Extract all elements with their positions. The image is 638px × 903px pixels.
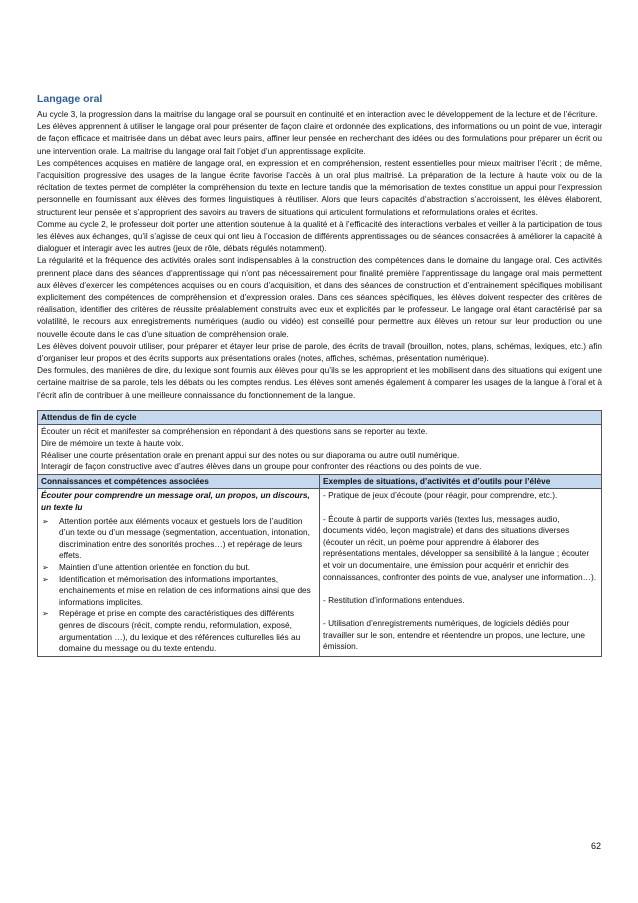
competences-table (37, 410, 602, 657)
document-page (37, 92, 602, 657)
paragraph: Comme au cycle 2, le professeur doit porter une attention soutenue à la qualité et à l’efficacité des interactions verbales et veiller à la participation de tous les élèves aux échanges, qu’il s’agisse de ceux qui ont lieu à l’occasion de différents apprentissages ou de séances consacrées à améliorer la capacité à dialoguer et interagir avec les autres (jeux de rôle, débats régulés notamment). (37, 218, 602, 254)
exemple-item: - Restitution d’informations entendues. (323, 594, 465, 605)
exemples-column-header: Exemples de situations, d’activités et d’outils pour l’élève (320, 474, 602, 489)
attendus-line: Interagir de façon constructive avec d’autres élèves dans un groupe pour confronter des réactions ou des points de vue. (41, 461, 482, 472)
attendus-header: Attendus de fin de cycle (38, 410, 602, 425)
paragraph: Les élèves apprennent à utiliser le langage oral pour présenter de façon claire et ordonnée des explications, des informations ou un point de vue, interagir de façon efficace et maitrisée dans un débat avec leurs pairs, affiner leur pensée en recherchant des idées ou des formulations pour préparer un écrit ou une intervention orale. La maitrise du langage oral fait l’objet d’un apprentissage explicite. (37, 121, 603, 156)
exemple-item: - Écoute à partir de supports variés (textes lus, messages audio, documents vidéo, leçon magistrale) et dans des situations diverses (écouter un récit, un poème pour apprendre à élaborer des représentations mentales, développer sa sensibilité à la langue ; écouter et voir un documentaire, une émission pour acquérir et enrichir des connaissances, confronter des points de vue, analyser une information…). (323, 513, 597, 582)
exemples-cell (320, 489, 602, 656)
competence-title: Écouter pour comprendre un message oral, un propos, un discours, un texte lu (41, 490, 310, 513)
section-title: Langage oral (37, 93, 103, 105)
list-item (41, 516, 316, 562)
list-item (41, 574, 316, 609)
arrow-bullet-icon: ➢ (42, 516, 49, 526)
competence-list (41, 516, 316, 655)
competences-cell (38, 489, 320, 656)
page-number: 62 (590, 841, 601, 851)
paragraph: Des formules, des manières de dire, du lexique sont fournis aux élèves pour qu’ils se les approprient et les mobilisent dans des situations qui exigent une certaine maitrise de sa parole, tels les débats ou les comptes rendus. Les élèves sont amenés également à comparer les usages de la langue à l’oral et à l’écrit afin de contribuer à une meilleure connaissance du fonctionnement de la langue. (37, 365, 602, 400)
attendus-line: Dire de mémoire un texte à haute voix. (41, 438, 184, 449)
attendus-line: Écouter un récit et manifester sa compréhension en répondant à des questions sans se reporter au texte. (41, 426, 428, 437)
attendus-cell (38, 425, 602, 474)
arrow-bullet-icon: ➢ (42, 563, 49, 572)
paragraph: Les compétences acquises en matière de langage oral, en expression et en compréhension, restent essentielles pour mieux maitriser l’écrit ; de même, l’acquisition progressive des usages de la langue écrite favorise l’accès à un oral plus maitrisé. La préparation de la lecture à haute voix ou de la récitation de textes permet de compléter la compréhension du texte en lecture tandis que la mémorisation de textes constitue un appui pour l’expression personnelle en fournissant aux élèves des formes linguistiques à réutiliser. Alors que leurs capacités d’abstraction s’accroissent, les élèves élaborent, structurent leur pensée et s’approprient des savoirs au travers de situations qui articulent formulations et reformulations orales et écrites. (37, 157, 602, 217)
arrow-bullet-icon: ➢ (42, 609, 49, 619)
arrow-bullet-icon: ➢ (42, 574, 49, 584)
paragraph: Au cycle 3, la progression dans la maitrise du langage oral se poursuit en continuité et en interaction avec le développement de la lecture et de l’écriture. (37, 109, 598, 119)
list-item (41, 608, 316, 654)
paragraph: Les élèves doivent pouvoir utiliser, pour préparer et étayer leur prise de parole, des écrits de travail (brouillon, notes, plans, schémas, lexiques, etc.) afin d’organiser leur propos et des écrits supports aux présentations orales (notes, affiches, schémas, présentation numérique). (37, 340, 602, 364)
competences-column-header: Connaissances et compétences associées (38, 474, 320, 489)
list-item-text: Maintien d’une attention orientée en fonction du but. (59, 562, 250, 572)
list-item-text: Identification et mémorisation des informations importantes, enchainements et mise en relation de ces informations ainsi que des informations implicites. (59, 573, 311, 607)
attendus-line: Réaliser une courte présentation orale en prenant appui sur des notes ou sur diaporama ou autre outil numérique. (41, 449, 460, 460)
body-text (37, 108, 602, 401)
exemple-item: - Utilisation d’enregistrements numériques, de logiciels dédiés pour travailler sur le son, entendre et réentendre un propos, une lecture, une émission. (323, 617, 585, 652)
exemple-item: - Pratique de jeux d’écoute (pour réagir, pour comprendre, etc.). (323, 490, 558, 501)
list-item-text: Repérage et prise en compte des caractéristiques des différents genres de discours (récit, compte rendu, reformulation, exposé, argumentation …), du lexique et des références culturelles liés au domaine du message ou du texte entendu. (59, 608, 301, 654)
list-item-text: Attention portée aux éléments vocaux et gestuels lors de l’audition d’un texte ou d’un message (segmentation, accentuation, intonation, discrimination entre des sonorités proches…) et repérage de leurs effets. (59, 515, 310, 561)
list-item (41, 562, 316, 574)
paragraph: La régularité et la fréquence des activités orales sont indispensables à la construction des compétences dans le domaine du langage oral. Ces activités prennent place dans des séances d’apprentissage qui n’ont pas nécessairement pour finalité première l’apprentissage du langage oral mais permettent aux élèves d’exercer les compétences acquises ou en cours d’acquisition, et dans des séances de construction et d’entrainement spécifiques mobilisant explicitement des compétences de compréhension et d’expression orales. Dans ces séances spécifiques, les élèves doivent respecter des critères de réalisation, identifier des critères de réussite préalablement construits avec eux et explicités par le professeur. Le langage oral étant caractérisé par sa volatilité, le recours aux enregistrements numériques (audio ou vidéo) est conseillé pour permettre aux élèves un retour sur leur production ou une nouvelle écoute dans le cas d’une situation de compréhension orale. (37, 255, 602, 339)
